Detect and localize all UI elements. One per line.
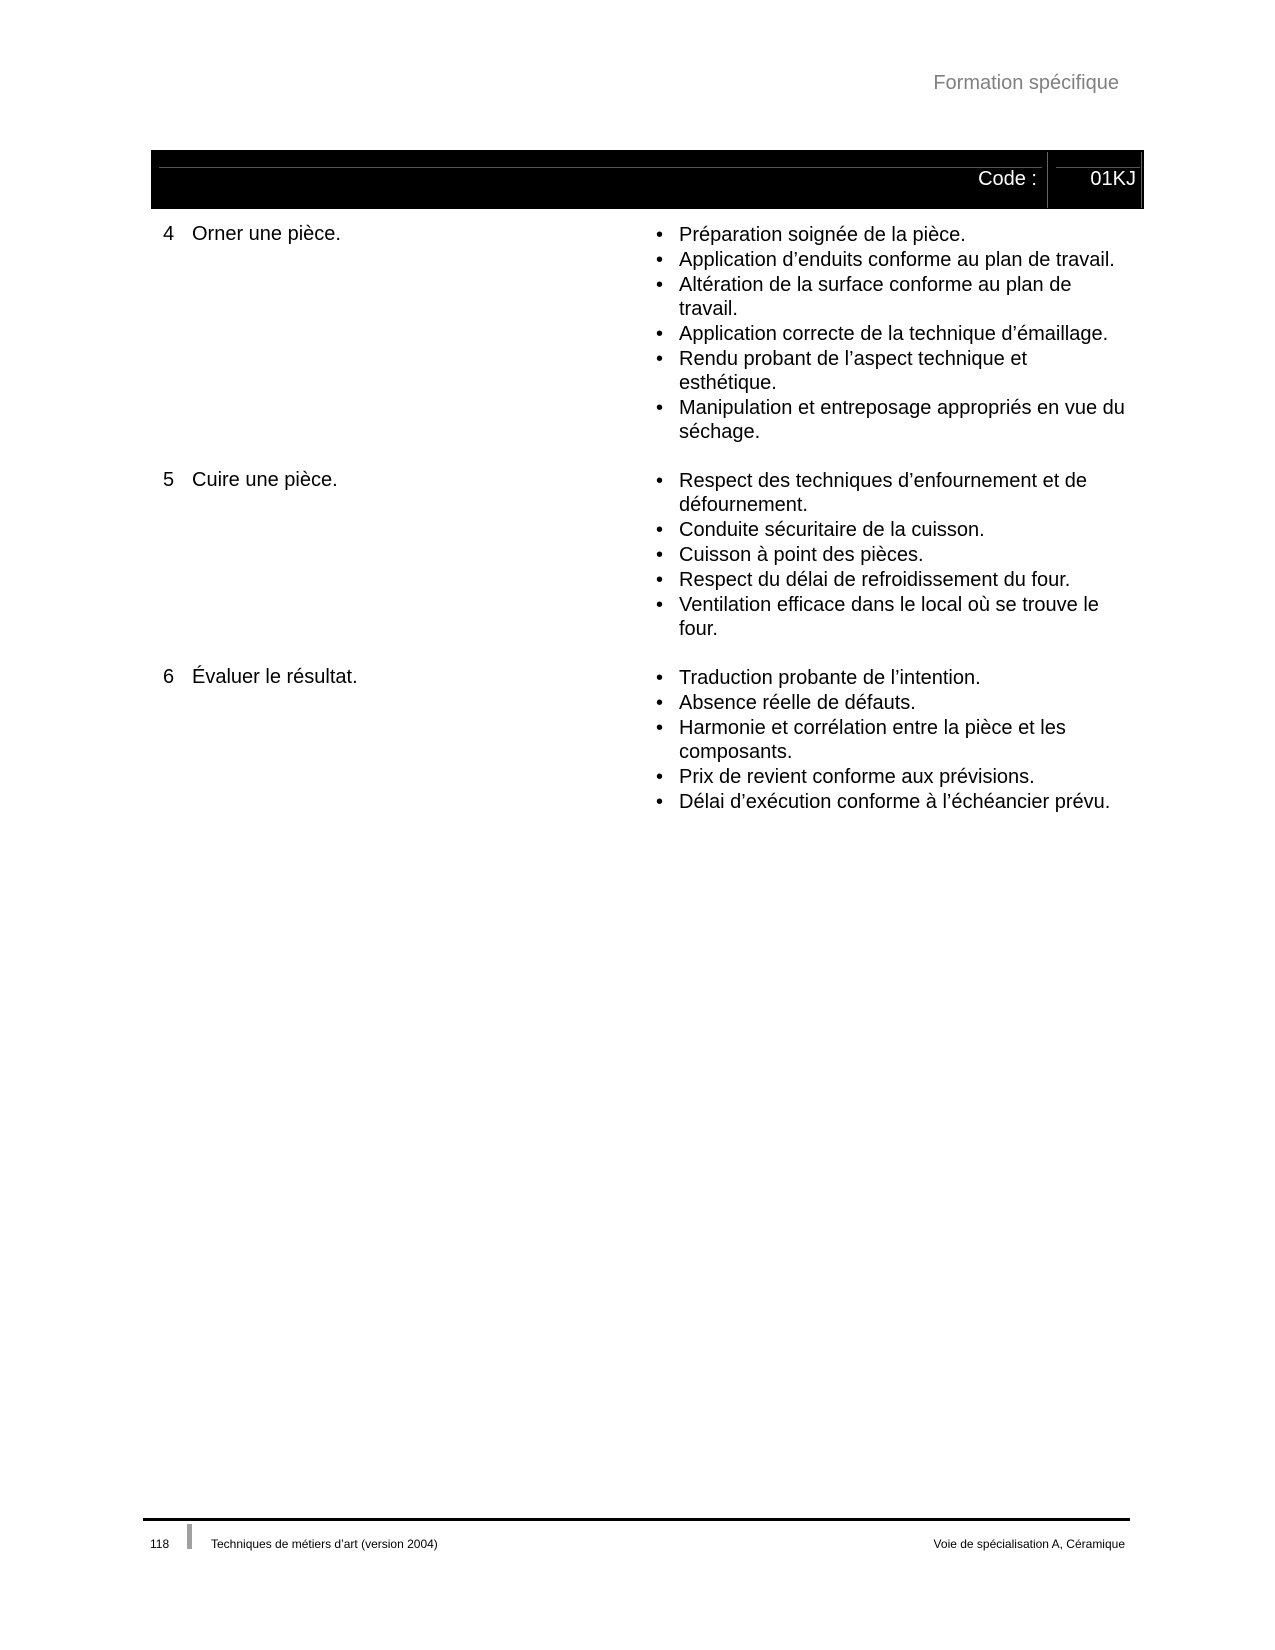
element-number: 6 — [163, 666, 175, 688]
competence-table — [151, 222, 1144, 814]
list-item: • Conduite sécuritaire de la cuisson. — [647, 518, 1127, 542]
list-item: • Cuisson à point des pièces. — [647, 543, 1127, 567]
list-item: • Respect des techniques d’enfournement et de défournement. — [647, 469, 1127, 517]
code-bar-divider — [1047, 152, 1048, 208]
list-item: • Application correcte de la technique d’émaillage. — [647, 322, 1127, 346]
code-bar — [151, 150, 1144, 209]
list-item: • Préparation soignée de la pièce. — [647, 223, 1127, 247]
element-number: 4 — [163, 223, 175, 245]
element-text: Orner une pièce. — [192, 223, 341, 245]
footer-bar — [187, 1524, 192, 1549]
code-bar-rule — [159, 167, 1042, 168]
list-item: • Délai d’exécution conforme à l’échéancier prévu. — [647, 790, 1127, 814]
list-item: • Prix de revient conforme aux prévisions. — [647, 765, 1127, 789]
element-number: 5 — [163, 469, 175, 491]
table-row — [151, 468, 1144, 641]
competence-element — [151, 468, 647, 641]
list-item: • Absence réelle de défauts. — [647, 691, 1127, 715]
list-item: • Respect du délai de refroidissement du four. — [647, 568, 1127, 592]
element-text: Évaluer le résultat. — [192, 666, 358, 688]
list-item: • Harmonie et corrélation entre la pièce et les composants. — [647, 716, 1127, 764]
page-number: 118 — [150, 1537, 170, 1551]
competence-element — [151, 665, 647, 814]
list-item: • Manipulation et entreposage appropriés en vue du séchage. — [647, 396, 1127, 444]
list-item: • Ventilation efficace dans le local où se trouve le four. — [647, 593, 1127, 641]
list-item: • Altération de la surface conforme au plan de travail. — [647, 273, 1127, 321]
criteria-list — [647, 665, 1127, 814]
element-text: Cuire une pièce. — [192, 469, 338, 491]
running-head: Formation spécifique — [933, 72, 1119, 94]
list-item: • Rendu probant de l’aspect technique et esthétique. — [647, 347, 1127, 395]
list-item: • Application d’enduits conforme au plan de travail. — [647, 248, 1127, 272]
code-bar-edge — [1141, 152, 1142, 208]
table-row — [151, 665, 1144, 814]
footer-rule — [143, 1518, 1130, 1521]
competence-element — [151, 222, 647, 444]
table-row — [151, 222, 1144, 444]
footer-title: Techniques de métiers d’art (version 2004) — [211, 1537, 438, 1551]
code-value: 01KJ — [1090, 168, 1136, 190]
list-item: • Traduction probante de l’intention. — [647, 666, 1127, 690]
code-label: Code : — [978, 168, 1037, 190]
criteria-list — [647, 222, 1127, 444]
footer-section: Voie de spécialisation A, Céramique — [933, 1537, 1125, 1551]
criteria-list — [647, 468, 1127, 641]
